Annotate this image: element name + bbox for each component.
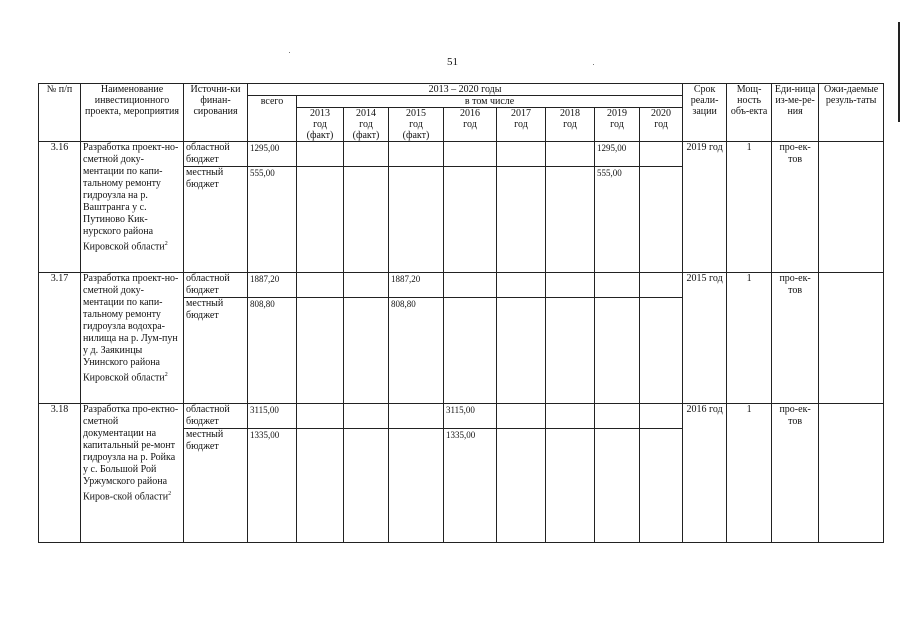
term: 2019 год: [683, 142, 727, 273]
header-capacity: Мощ-ность объ-екта: [727, 84, 772, 142]
funding-source-local: местный бюджет: [184, 167, 248, 273]
year-value: [389, 429, 444, 543]
header-year: [497, 108, 546, 142]
year-value: [595, 298, 640, 404]
year-value: [344, 404, 389, 429]
year-value: [344, 167, 389, 273]
year-word: год: [514, 119, 528, 130]
year-number: 2014: [356, 108, 376, 119]
year-value: [640, 404, 683, 429]
table-row: [39, 273, 884, 286]
year-value: [297, 298, 344, 404]
year-word: год: [610, 119, 624, 130]
year-number: 2017: [511, 108, 531, 119]
year-value: [497, 167, 546, 273]
capacity: 1: [727, 273, 772, 404]
total-value: 555,00: [248, 167, 297, 273]
header-number: № п/п: [39, 84, 81, 142]
funding-source-regional: областной бюджет: [184, 273, 248, 298]
year-value: [297, 273, 344, 298]
year-value: [595, 429, 640, 543]
year-value: 3115,00: [444, 404, 497, 429]
funding-source-regional: областной бюджет: [184, 404, 248, 429]
year-number: 2018: [560, 108, 580, 119]
year-value: [497, 429, 546, 543]
year-value: [497, 273, 546, 298]
header-year: [444, 108, 497, 142]
expected-results: [819, 142, 884, 273]
header-unit: Еди-ница из-ме-ре-ния: [772, 84, 819, 142]
year-word: год: [463, 119, 477, 130]
footnote-mark: 2: [168, 491, 172, 497]
year-value: [389, 404, 444, 429]
term: 2015 год: [683, 273, 727, 404]
header-results: Ожи-даемые резуль-таты: [819, 84, 884, 142]
year-value: [444, 273, 497, 298]
scan-speck: [289, 52, 290, 53]
unit: про-ек-тов: [772, 404, 819, 543]
scan-edge-line: [898, 22, 900, 122]
expected-results: [819, 273, 884, 404]
year-number: 2013: [310, 108, 330, 119]
year-value: 808,80: [389, 298, 444, 404]
header-term: Срок реали-зации: [683, 84, 727, 142]
header-project-name: Наименование инвестиционного проекта, мероприятия: [81, 84, 184, 142]
year-value: [344, 142, 389, 167]
year-word: год: [359, 119, 373, 130]
term: 2016 год: [683, 404, 727, 543]
year-value: [497, 298, 546, 404]
capacity: 1: [727, 142, 772, 273]
footnote-mark: 2: [164, 241, 168, 247]
year-value: [546, 404, 595, 429]
year-number: 2019: [607, 108, 627, 119]
year-value: [444, 167, 497, 273]
year-value: [546, 167, 595, 273]
year-word: год: [409, 119, 423, 130]
footnote-mark: 2: [164, 372, 168, 378]
year-value: 1335,00: [444, 429, 497, 543]
expected-results: [819, 404, 884, 543]
header-year: [640, 108, 683, 142]
year-value: [297, 404, 344, 429]
header-total: всего: [248, 96, 297, 142]
year-value: [297, 142, 344, 167]
table-row: [39, 404, 884, 417]
year-value: [640, 273, 683, 298]
total-value: 3115,00: [248, 404, 297, 429]
header-year: [297, 108, 344, 142]
header-year: [389, 108, 444, 142]
year-value: [546, 142, 595, 167]
year-value: [546, 273, 595, 298]
year-value: [640, 142, 683, 167]
project-name-text: Разработка проект-но-сметной доку-ментации по капи-тальному ремонту гидроузла водохра-нилища на р. Лум-пун у д. Заякинцы Унинского района Кировской области: [83, 273, 179, 384]
header-period: 2013 – 2020 годы: [248, 84, 683, 96]
page-number: 51: [447, 56, 458, 68]
year-value: [640, 429, 683, 543]
project-name-text: Разработка проект-но-сметной доку-ментации по капи-тальному ремонту гидроузла на р. Ваштранга у с. Путиново Кик-нурского района Кировской области: [83, 142, 179, 253]
year-note: (факт): [352, 130, 380, 141]
year-value: [389, 142, 444, 167]
year-value: [344, 273, 389, 298]
year-value: [444, 142, 497, 167]
year-word: год: [563, 119, 577, 130]
project-name: [81, 273, 184, 404]
year-value: [546, 429, 595, 543]
year-number: 2015: [406, 108, 426, 119]
total-value: 808,80: [248, 298, 297, 404]
header-including: в том числе: [297, 96, 683, 108]
unit: про-ек-тов: [772, 273, 819, 404]
year-word: год: [313, 119, 327, 130]
year-value: [297, 429, 344, 543]
year-value: [595, 273, 640, 298]
year-number: 2016: [460, 108, 480, 119]
total-value: 1887,20: [248, 273, 297, 298]
year-value: [640, 298, 683, 404]
year-value: [444, 298, 497, 404]
header-year: [344, 108, 389, 142]
year-note: (факт): [402, 130, 430, 141]
project-name: [81, 404, 184, 543]
funding-source-local: местный бюджет: [184, 298, 248, 404]
total-value: 1295,00: [248, 142, 297, 167]
year-value: [297, 167, 344, 273]
year-value: [497, 404, 546, 429]
row-number: 3.17: [39, 273, 81, 404]
funding-source-regional: областной бюджет: [184, 142, 248, 167]
header-year: [546, 108, 595, 142]
year-value: [389, 167, 444, 273]
year-number: 2020: [651, 108, 672, 119]
year-value: [595, 404, 640, 429]
scan-speck: [593, 64, 594, 65]
project-name-text: Разработка про-ектно-сметной документации на капитальный ре-монт гидроузла на р. Ройка у с. Большой Рой Уржумского района Киров-ской области: [83, 404, 179, 503]
project-name: [81, 142, 184, 273]
year-value: 1295,00: [595, 142, 640, 167]
year-note: (факт): [306, 130, 334, 141]
capacity: 1: [727, 404, 772, 543]
header-funding-source: Источни-ки финан-сирования: [184, 84, 248, 142]
total-value: 1335,00: [248, 429, 297, 543]
row-number: 3.16: [39, 142, 81, 273]
year-word: год: [654, 119, 668, 130]
row-number: 3.18: [39, 404, 81, 543]
unit: про-ек-тов: [772, 142, 819, 273]
investment-projects-table: [38, 83, 884, 543]
header-year: [595, 108, 640, 142]
year-value: [640, 167, 683, 273]
year-value: [497, 142, 546, 167]
funding-source-local: местный бюджет: [184, 429, 248, 543]
year-value: [546, 298, 595, 404]
year-value: [344, 298, 389, 404]
year-value: 555,00: [595, 167, 640, 273]
table-row: [39, 142, 884, 155]
year-value: [344, 429, 389, 543]
year-value: 1887,20: [389, 273, 444, 298]
